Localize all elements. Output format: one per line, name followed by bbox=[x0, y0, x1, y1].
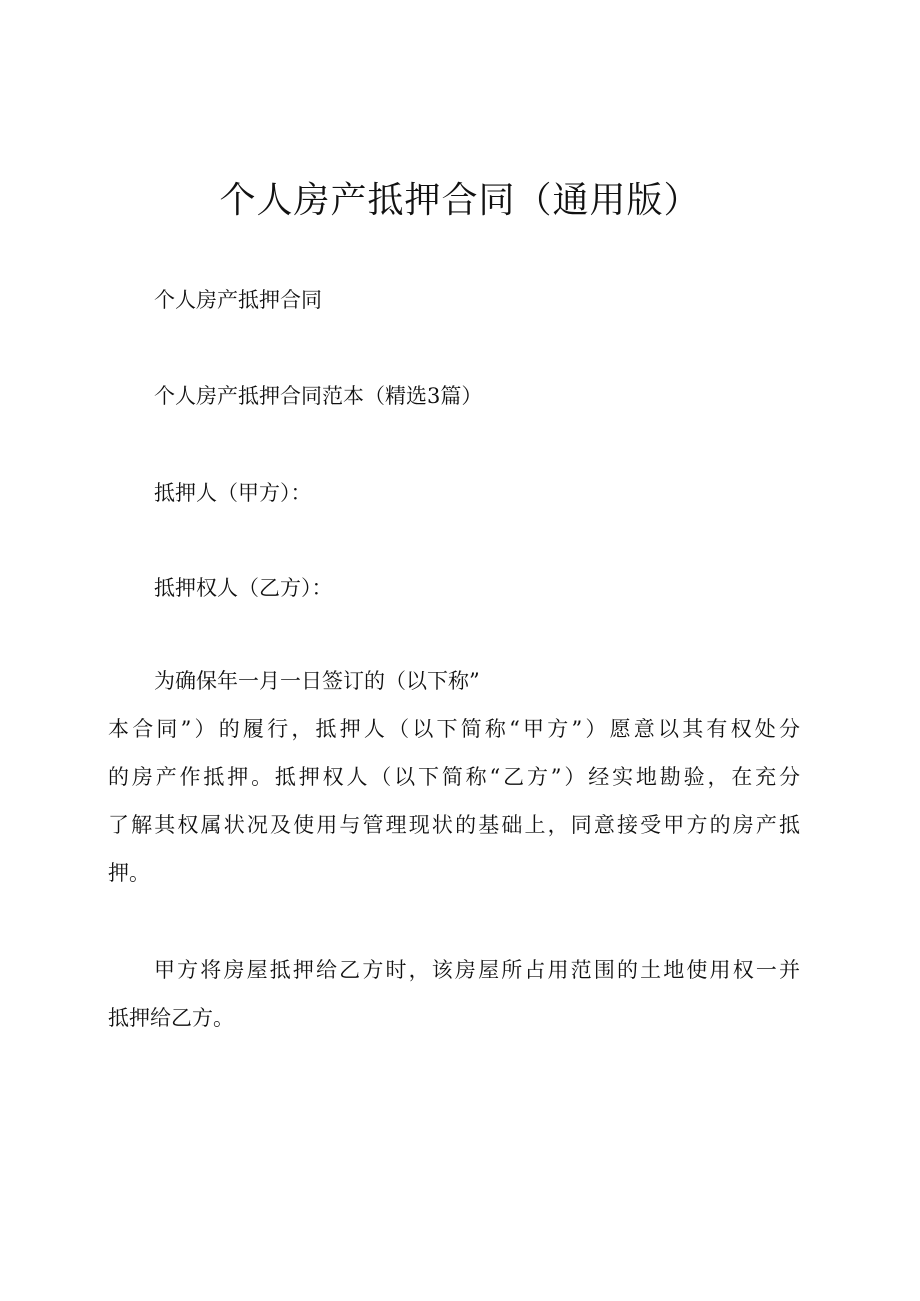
paragraph-line: 甲方将房屋抵押给乙方时，该房屋所占用范围的土地使用权一并 bbox=[154, 958, 800, 982]
sample-heading: 个人房产抵押合同范本（精选3篇） bbox=[154, 384, 483, 408]
contract-subtitle: 个人房产抵押合同 bbox=[154, 288, 322, 312]
paragraph-line: 的房产作抵押。抵押权人（以下简称“乙方”）经实地勘验，在充分 bbox=[108, 765, 800, 789]
paragraph-line: 了解其权属状况及使用与管理现状的基础上，同意接受甲方的房产抵 bbox=[108, 813, 800, 837]
paragraph-purpose bbox=[108, 657, 808, 897]
document-title: 个人房产抵押合同（通用版） bbox=[219, 180, 701, 221]
paragraph-land-use bbox=[108, 946, 808, 1042]
paragraph-line: 本合同”）的履行，抵押人（以下简称“甲方”）愿意以其有权处分 bbox=[108, 717, 800, 741]
paragraph-line: 押。 bbox=[108, 861, 150, 885]
mortgagor-label: 抵押人（甲方）： bbox=[154, 481, 312, 505]
mortgagee-label: 抵押权人（乙方）： bbox=[154, 576, 333, 600]
paragraph-line: 为确保年一月一日签订的（以下称” bbox=[154, 669, 480, 693]
paragraph-line: 抵押给乙方。 bbox=[108, 1006, 234, 1030]
